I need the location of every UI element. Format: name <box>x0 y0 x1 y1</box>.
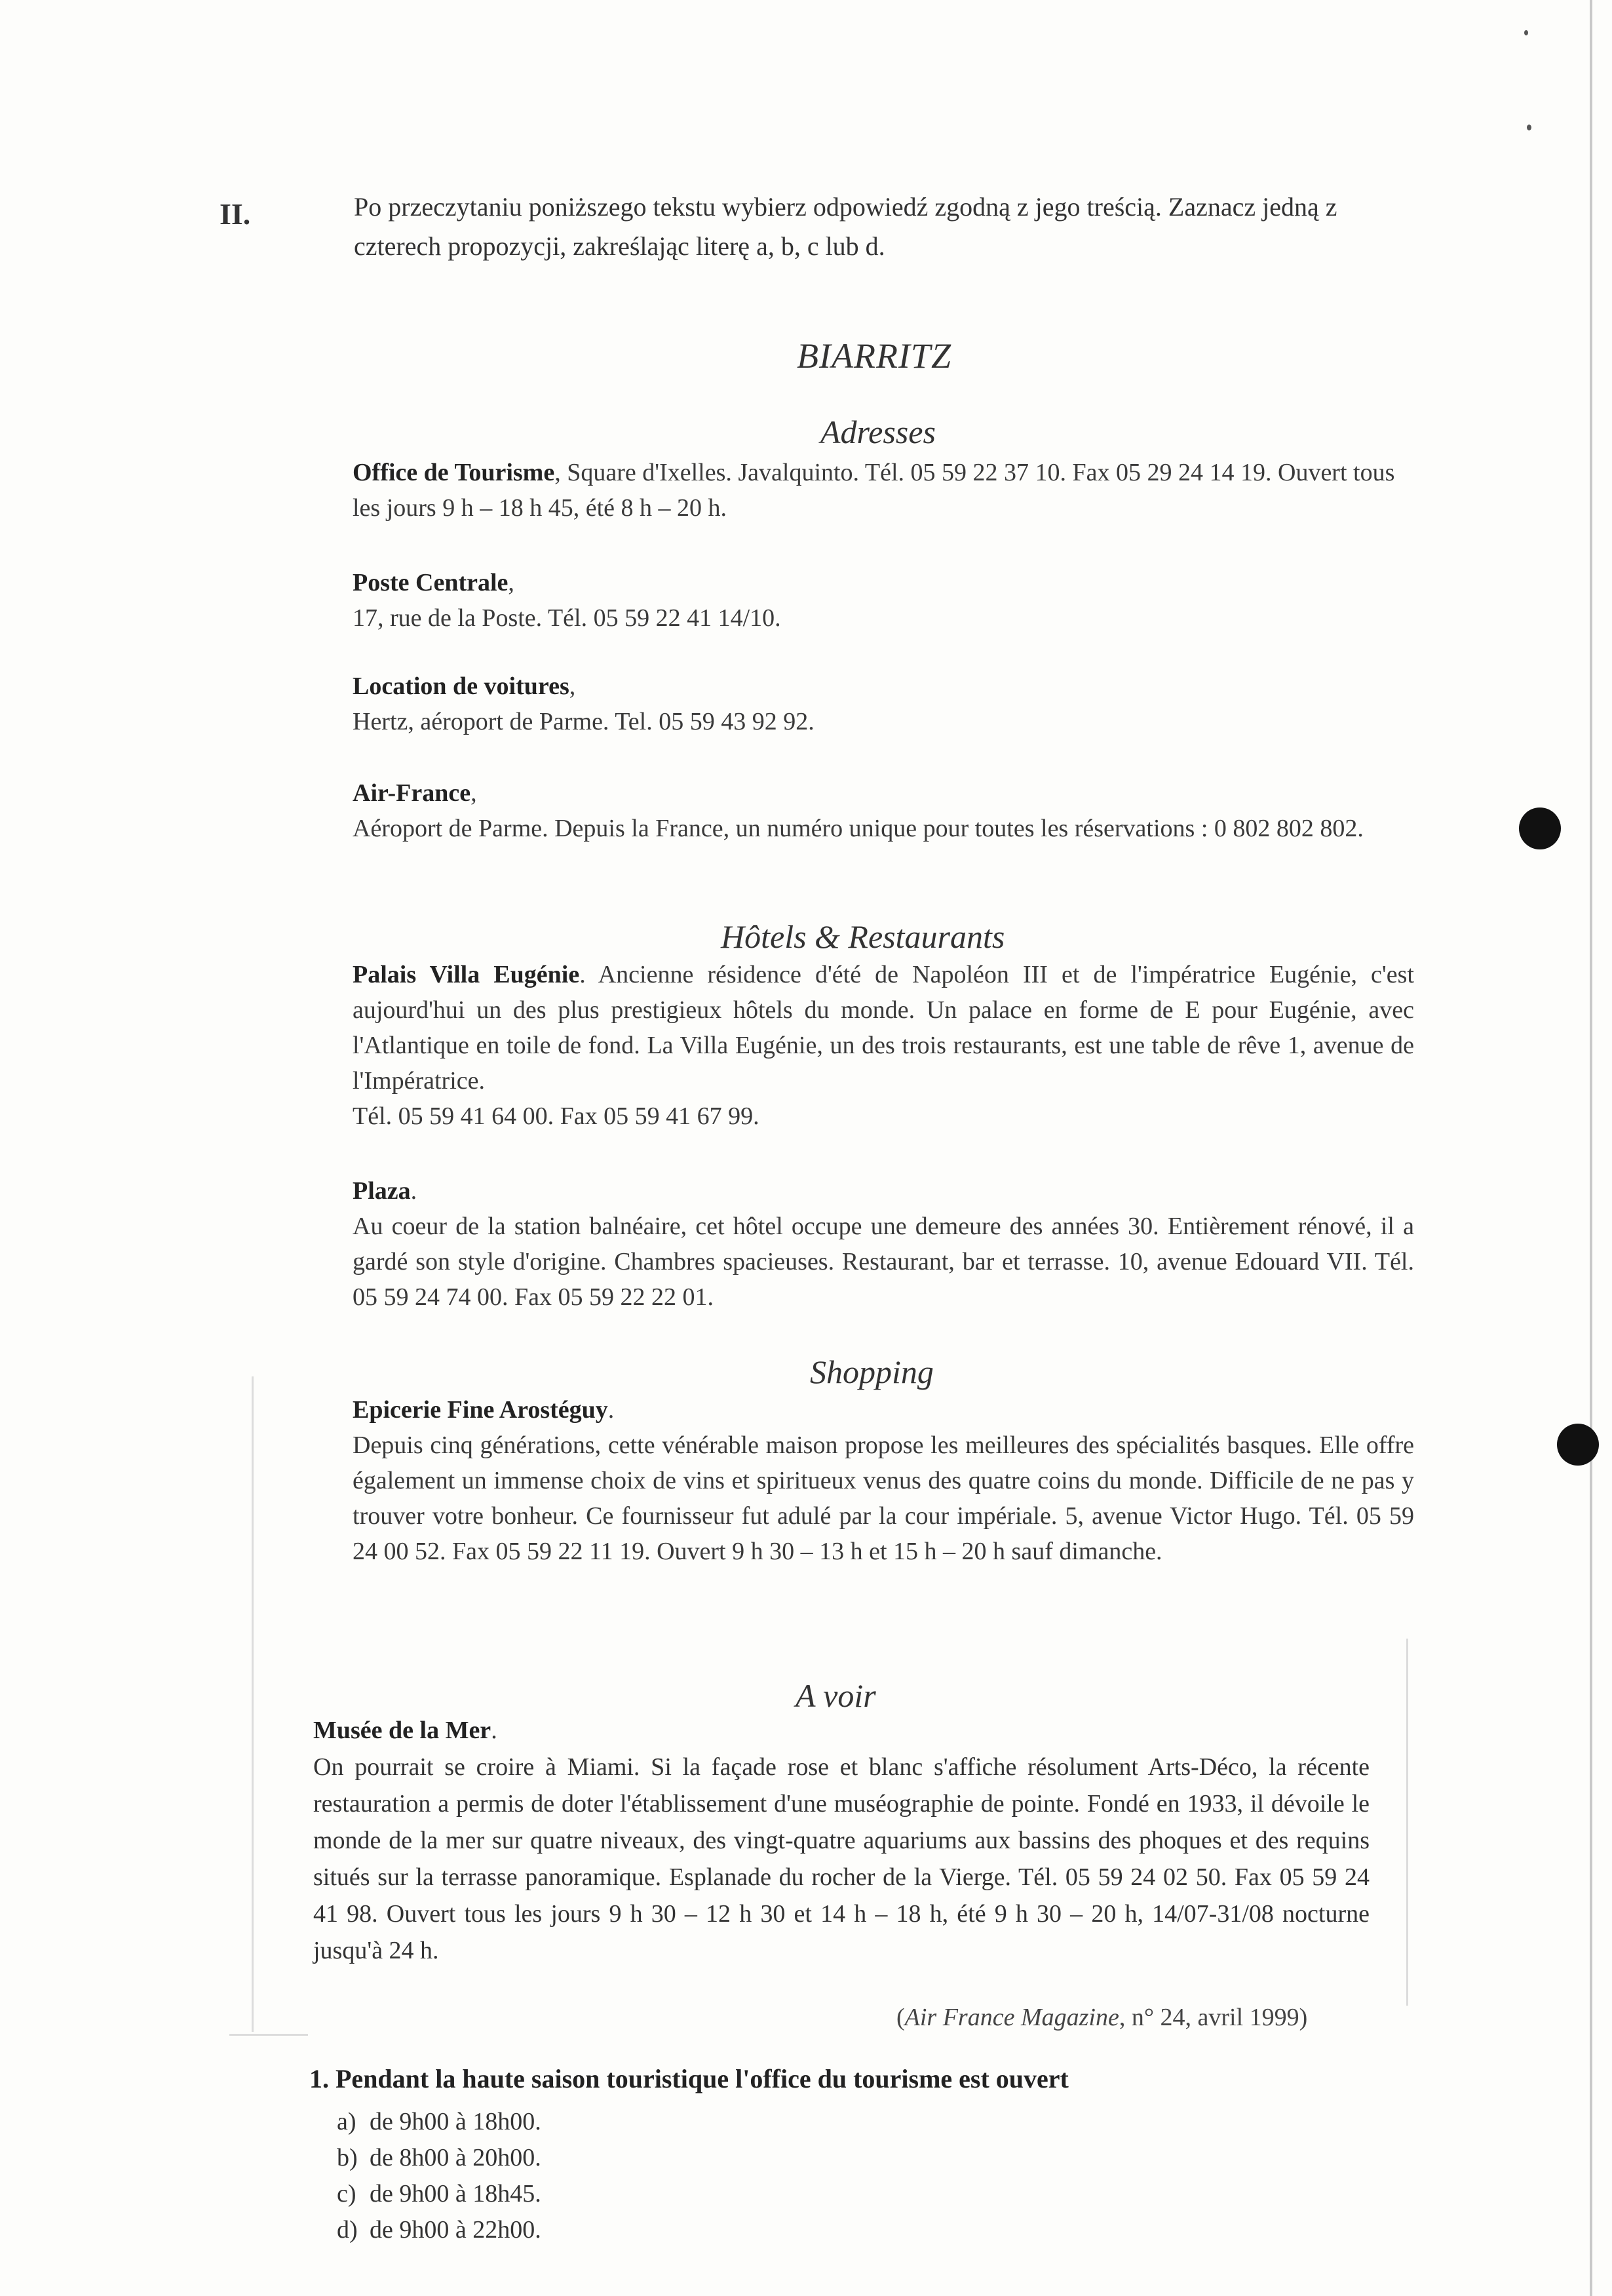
address-name: Air-France <box>353 779 471 807</box>
shop-name: Epicerie Fine Arostéguy <box>353 1396 608 1424</box>
scan-speck <box>1527 125 1531 130</box>
article-title: BIARRITZ <box>797 336 951 376</box>
question-text: Pendant la haute saison touristique l'office du tourisme est ouvert <box>336 2064 1069 2093</box>
heading-a-voir: A voir <box>796 1677 876 1714</box>
option-letter: d) <box>337 2216 358 2244</box>
question-number: 1. <box>309 2064 329 2093</box>
option-letter: a) <box>337 2108 356 2135</box>
punch-hole <box>1557 1424 1599 1466</box>
option-text: de 9h00 à 18h45. <box>370 2180 541 2208</box>
address-text: 17, rue de la Poste. Tél. 05 59 22 41 14/10. <box>353 604 781 632</box>
shop-text: Depuis cinq générations, cette vénérable maison propose les meilleures des spécialités basques. Elle offre également un immense choix de vins et spiritueux venus des quatre coins du monde. Difficile de ne pas y trouver votre bonheur. Ce fournisseur fut adulé par la cour impériale. 5, avenue Victor Hugo. Tél. 05 59 24 00 52. Fax 05 59 22 11 19. Ouvert 9 h 30 – 13 h et 15 h – 20 h sauf dimanche. <box>353 1431 1414 1565</box>
heading-shopping: Shopping <box>810 1353 934 1390</box>
museum-musee-de-la-mer: Musée de la Mer. On pourrait se croire à Miami. Si la façade rose et blanc s'affiche résolument Arts-Déco, la récente restauration a permis de doter l'établissement d'une muséographie de pointe. Fondé en 1933, il dévoile le monde de la mer sur quatre niveaux, des vingt-quatre aquariums aux bassins des phoques et des requins situés sur la terrasse panoramique. Esplanade du rocher de la Vierge. Tél. 05 59 24 02 50. Fax 05 59 24 41 98. Ouvert tous les jours 9 h 30 – 12 h 30 et 14 h – 18 h, été 9 h 30 – 20 h, 14/07-31/08 nocturne jusqu'à 24 h. <box>313 1712 1370 1969</box>
museum-name: Musée de la Mer <box>313 1717 491 1744</box>
question-1 <box>309 2063 1069 2094</box>
address-text: Hertz, aéroport de Parme. Tel. 05 59 43 92 92. <box>353 708 815 735</box>
option-letter: b) <box>337 2144 358 2171</box>
fold-line <box>1406 1639 1408 2006</box>
address-text: Aéroport de Parme. Depuis la France, un numéro unique pour toutes les réservations : 0 802 802 802. <box>353 815 1364 842</box>
hotel-text: Au coeur de la station balnéaire, cet hôtel occupe une demeure des années 30. Entièrement rénové, il a gardé son style d'origine. Chambres spacieuses. Restaurant, bar et terrasse. 10, avenue Edouard VII. Tél. 05 59 24 74 00. Fax 05 59 22 22 01. <box>353 1213 1414 1311</box>
address-name: Poste Centrale <box>353 569 509 596</box>
hotel-text: . Ancienne résidence d'été de Napoléon III et de l'impératrice Eugénie, c'est aujourd'hui un des plus prestigieux hôtels du monde. Un palace en forme de E pour Eugénie, avec l'Atlantique en toile de fond. La Villa Eugénie, un des trois restaurants, est une table de rêve 1, avenue de l'Impératrice. <box>353 961 1414 1095</box>
section-number: II. <box>220 197 251 231</box>
shop-epicerie: Epicerie Fine Arostéguy. Depuis cinq générations, cette vénérable maison propose les meilleures des spécialités basques. Elle offre également un immense choix de vins et spiritueux venus des quatre coins du monde. Difficile de ne pas y trouver votre bonheur. Ce fournisseur fut adulé par la cour impériale. 5, avenue Victor Hugo. Tél. 05 59 24 00 52. Fax 05 59 22 11 19. Ouvert 9 h 30 – 13 h et 15 h – 20 h sauf dimanche. <box>353 1392 1414 1569</box>
source-magazine: Air France Magazine <box>904 2004 1119 2031</box>
heading-adresses: Adresses <box>820 414 936 450</box>
address-poste-centrale: Poste Centrale, 17, rue de la Poste. Tél. 05 59 22 41 14/10. <box>353 565 1414 636</box>
fold-line <box>229 2034 308 2036</box>
address-office-tourisme <box>353 455 1414 526</box>
option-text: de 9h00 à 22h00. <box>370 2216 541 2244</box>
scan-speck <box>1524 30 1528 35</box>
answer-option-c[interactable] <box>337 2176 541 2212</box>
hotel-name: Plaza <box>353 1177 411 1205</box>
option-text: de 9h00 à 18h00. <box>370 2108 541 2135</box>
heading-hotels-restaurants: Hôtels & Restaurants <box>721 918 1005 955</box>
address-air-france: Air-France, Aéroport de Parme. Depuis la France, un numéro unique pour toutes les réservations : 0 802 802 802. <box>353 775 1414 846</box>
hotel-name: Palais Villa Eugénie <box>353 961 580 988</box>
address-name: Office de Tourisme <box>353 459 555 486</box>
section-instruction: Po przeczytaniu poniższego tekstu wybierz odpowiedź zgodną z jego treścią. Zaznacz jedną z czterech propozycji, zakreślając literę a, b, c lub d. <box>354 192 1337 261</box>
address-name: Location de voitures <box>353 672 569 700</box>
hotel-contact: Tél. 05 59 41 64 00. Fax 05 59 41 67 99. <box>353 1102 759 1130</box>
answer-option-d[interactable] <box>337 2212 541 2248</box>
scan-edge <box>1590 0 1592 2296</box>
museum-text: On pourrait se croire à Miami. Si la façade rose et blanc s'affiche résolument Arts-Déco, la récente restauration a permis de doter l'établissement d'une muséographie de pointe. Fondé en 1933, il dévoile le monde de la mer sur quatre niveaux, des vingt-quatre aquariums aux bassins des phoques et des requins situés sur la terrasse panoramique. Esplanade du rocher de la Vierge. Tél. 05 59 24 02 50. Fax 05 59 24 41 98. Ouvert tous les jours 9 h 30 – 12 h 30 et 14 h – 18 h, été 9 h 30 – 20 h, 14/07-31/08 nocturne jusqu'à 24 h. <box>313 1753 1370 1964</box>
answer-option-a[interactable] <box>337 2104 541 2140</box>
article-source: (Air France Magazine, n° 24, avril 1999) <box>896 2004 1308 2031</box>
hotel-palais-villa-eugenie <box>353 957 1414 1134</box>
address-text: , Square d'Ixelles. Javalquinto. Tél. 05 59 22 37 10. Fax 05 29 24 14 19. Ouvert tous les jours 9 h – 18 h 45, été 8 h – 20 h. <box>353 459 1395 522</box>
answer-option-b[interactable] <box>337 2140 541 2176</box>
option-letter: c) <box>337 2180 356 2208</box>
hotel-plaza: Plaza. Au coeur de la station balnéaire, cet hôtel occupe une demeure des années 30. Entièrement rénové, il a gardé son style d'origine. Chambres spacieuses. Restaurant, bar et terrasse. 10, avenue Edouard VII. Tél. 05 59 24 74 00. Fax 05 59 22 22 01. <box>353 1173 1414 1315</box>
option-text: de 8h00 à 20h00. <box>370 2144 541 2171</box>
address-location-voitures: Location de voitures, Hertz, aéroport de Parme. Tel. 05 59 43 92 92. <box>353 669 1414 739</box>
punch-hole <box>1519 807 1561 849</box>
answer-options <box>337 2104 541 2248</box>
fold-line <box>252 1376 254 2032</box>
